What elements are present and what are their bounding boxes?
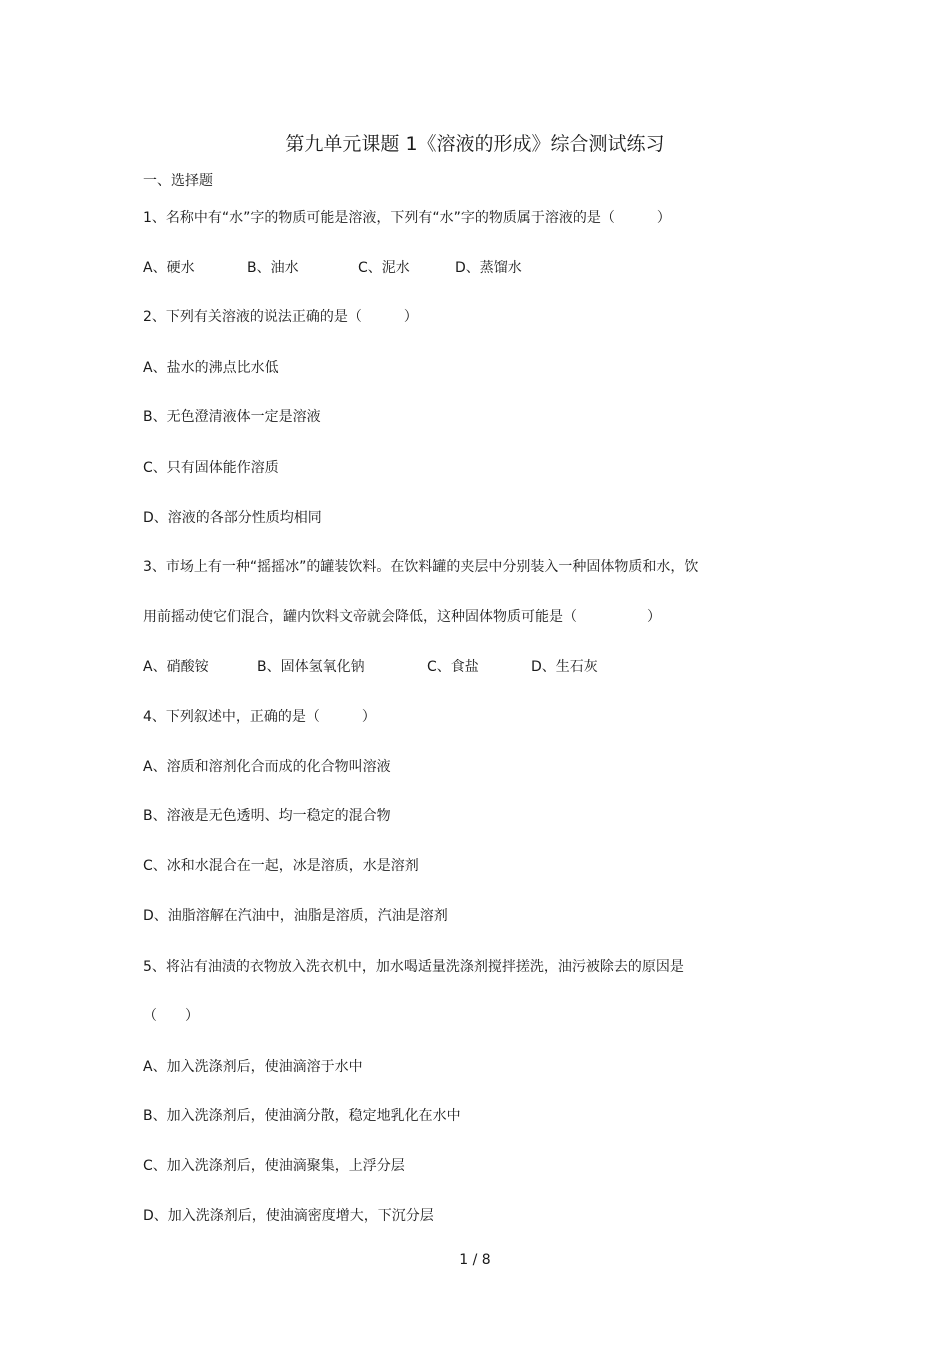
question-4-option-a: A、溶质和溶剂化合而成的化合物叫溶液 [143, 759, 391, 775]
question-1-option-b: B、油水 [247, 260, 299, 276]
question-3-option-a: A、硝酸铵 [143, 659, 209, 675]
question-5-option-d: D、加入洗涤剂后，使油滴密度增大，下沉分层 [143, 1208, 434, 1224]
question-1-option-c: C、泥水 [358, 260, 410, 276]
question-2-option-a: A、盐水的沸点比水低 [143, 360, 279, 376]
question-2-option-b: B、无色澄清液体一定是溶液 [143, 409, 321, 425]
question-2-option-d: D、溶液的各部分性质均相同 [143, 510, 322, 526]
question-2-stem: 2、下列有关溶液的说法正确的是（ ） [143, 309, 418, 325]
section-heading: 一、选择题 [143, 173, 213, 189]
question-5-option-b: B、加入洗涤剂后，使油滴分散，稳定地乳化在水中 [143, 1108, 461, 1124]
question-3-stem-line-2: 用前摇动使它们混合，罐内饮料文帝就会降低，这种固体物质可能是（ ） [143, 609, 661, 625]
question-1-stem: 1、名称中有“水”字的物质可能是溶液，下列有“水”字的物质属于溶液的是（ ） [143, 210, 671, 226]
question-3-stem-line-1: 3、市场上有一种“摇摇冰”的罐装饮料。在饮料罐的夹层中分别装入一种固体物质和水，饮 [143, 559, 699, 575]
question-5-option-c: C、加入洗涤剂后，使油滴聚集，上浮分层 [143, 1158, 405, 1174]
question-5-stem-line-2: （ ） [143, 1008, 199, 1024]
question-1-option-a: A、硬水 [143, 260, 195, 276]
question-3-option-c: C、食盐 [427, 659, 479, 675]
question-4-option-c: C、冰和水混合在一起，冰是溶质，水是溶剂 [143, 858, 419, 874]
question-3-option-b: B、固体氢氧化钠 [257, 659, 365, 675]
question-4-option-d: D、油脂溶解在汽油中，油脂是溶质，汽油是溶剂 [143, 908, 448, 924]
question-4-option-b: B、溶液是无色透明、均一稳定的混合物 [143, 808, 391, 824]
question-5-stem-line-1: 5、将沾有油渍的衣物放入洗衣机中，加水喝适量洗涤剂搅拌搓洗，油污被除去的原因是 [143, 959, 684, 975]
page-title: 第九单元课题 1《溶液的形成》综合测试练习 [285, 133, 665, 155]
question-3-option-d: D、生石灰 [531, 659, 598, 675]
page-number: 1 / 8 [459, 1252, 491, 1268]
question-1-option-d: D、蒸馏水 [455, 260, 522, 276]
question-4-stem: 4、下列叙述中，正确的是（ ） [143, 709, 376, 725]
question-2-option-c: C、只有固体能作溶质 [143, 460, 279, 476]
question-5-option-a: A、加入洗涤剂后，使油滴溶于水中 [143, 1059, 363, 1075]
